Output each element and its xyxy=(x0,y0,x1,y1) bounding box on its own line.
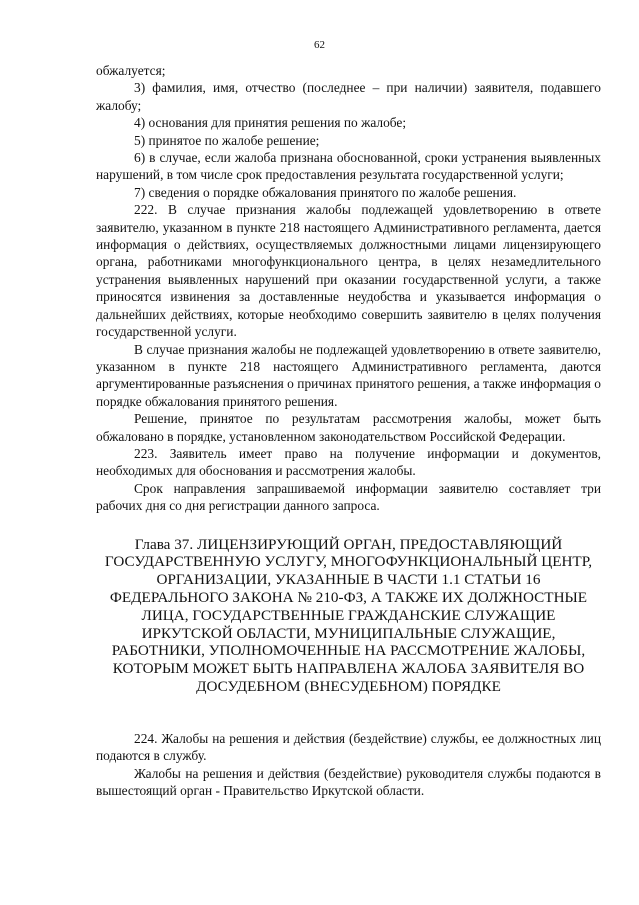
list-item-6: 6) в случае, если жалоба признана обоснованной, сроки устранения выявленных нарушений, в том числе срок предоставления результата государственной услуги; xyxy=(96,150,601,183)
paragraph-223: 223. Заявитель имеет право на получение информации и документов, необходимых для обоснования и рассмотрения жалобы. xyxy=(96,445,601,479)
document-body xyxy=(96,62,601,799)
list-item-3: 3) фамилия, имя, отчество (последнее – при наличии) заявителя, подавшего жалобу; xyxy=(96,80,601,113)
paragraph-222: 222. В случае признания жалобы подлежащей удовлетворению в ответе заявителю, указанном в пункте 218 настоящего Административного регламента, дается информация о действиях, осуществляемых должностными лицами лицензирующего органа, работниками многофункционального центра, в целях незамедлительного устранения выявленных нарушений при оказании государственной услуги, а также приносятся извинения за доставленные неудобства и указывается информация о дальнейших действиях, которые необходимо совершить заявителю в целях получения государственной услуги. xyxy=(96,202,601,340)
paragraph-higher-authority: Жалобы на решения и действия (бездействие) руководителя службы подаются в вышестоящий орган - Правительство Иркутской области. xyxy=(96,765,601,798)
paragraph-rejection: В случае признания жалобы не подлежащей удовлетворению в ответе заявителю, указанном в пункте 218 настоящего Административного регламента, даются аргументированные разъяснения о причинах принятого решения, а также информация о порядке обжалования принятого решения. xyxy=(96,341,601,409)
chapter-heading: Глава 37. ЛИЦЕНЗИРУЮЩИЙ ОРГАН, ПРЕДОСТАВЛЯЮЩИЙ ГОСУДАРСТВЕННУЮ УСЛУГУ, МНОГОФУНКЦИОНАЛЬНЫЙ ЦЕНТР, ОРГАНИЗАЦИИ, УКАЗАННЫЕ В ЧАСТИ 1.1 СТАТЬИ 16 ФЕДЕРАЛЬНОГО ЗАКОНА № 210-ФЗ, А ТАКЖЕ ИХ ДОЛЖНОСТНЫЕ ЛИЦА, ГОСУДАРСТВЕННЫЕ ГРАЖДАНСКИЕ СЛУЖАЩИЕ ИРКУТСКОЙ ОБЛАСТИ, МУНИЦИПАЛЬНЫЕ СЛУЖАЩИЕ, РАБОТНИКИ, УПОЛНОМОЧЕННЫЕ НА РАССМОТРЕНИЕ ЖАЛОБЫ, КОТОРЫМ МОЖЕТ БЫТЬ НАПРАВЛЕНА ЖАЛОБА ЗАЯВИТЕЛЯ ВО ДОСУДЕБНОМ (ВНЕСУДЕБНОМ) ПОРЯДКЕ xyxy=(104,535,593,695)
paragraph-appeal: Решение, принятое по результатам рассмотрения жалобы, может быть обжаловано в порядке, установленном законодательством Российской Федерации. xyxy=(96,411,601,444)
page-number: 62 xyxy=(314,39,325,51)
paragraph-deadline: Срок направления запрашиваемой информации заявителю составляет три рабочих дня со дня регистрации данного запроса. xyxy=(96,480,601,514)
list-item-4: 4) основания для принятия решения по жалобе; xyxy=(134,115,407,131)
paragraph-continuation: обжалуется; xyxy=(96,63,166,78)
paragraph-224: 224. Жалобы на решения и действия (бездействие) службы, ее должностных лиц подаются в службу. xyxy=(96,730,601,764)
list-item-5: 5) принятое по жалобе решение; xyxy=(134,132,320,148)
list-item-7: 7) сведения о порядке обжалования принятого по жалобе решения. xyxy=(134,184,517,200)
